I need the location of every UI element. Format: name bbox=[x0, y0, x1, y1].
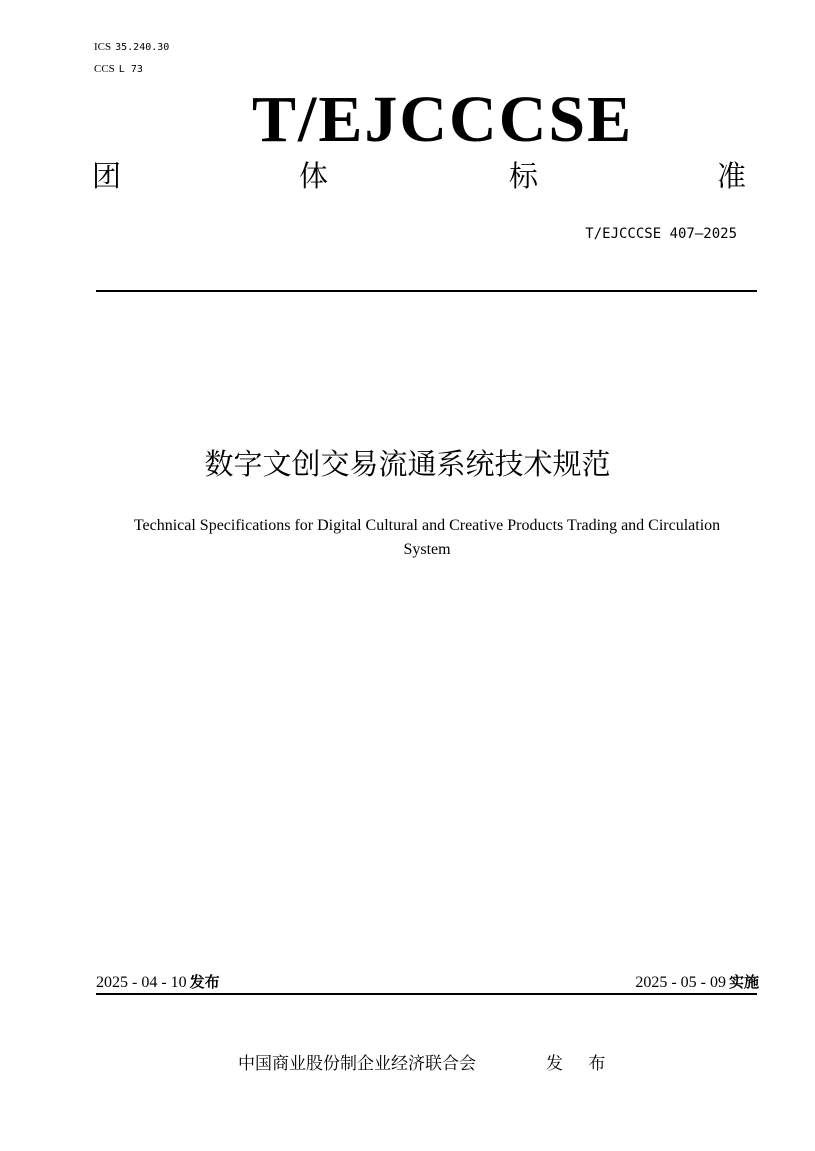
issue-date: 2025 - 04 - 10 bbox=[96, 974, 187, 991]
ccs-classification bbox=[94, 62, 143, 77]
publisher-name: 中国商业股份制企业经济联合会 bbox=[238, 1054, 476, 1074]
standard-type-char-3: 标 bbox=[509, 159, 539, 193]
ccs-label: CCS bbox=[94, 63, 115, 75]
implementation-date-line bbox=[635, 971, 759, 994]
standard-type-char-2: 体 bbox=[299, 159, 329, 193]
issue-date-line bbox=[96, 971, 220, 994]
ics-value: 35.240.30 bbox=[115, 42, 170, 53]
document-title-chinese: 数字文创交易流通系统技术规范 bbox=[204, 447, 611, 481]
document-title-english: Technical Specifications for Digital Cultural and Creative Products Trading and Circulation System bbox=[133, 517, 721, 558]
implementation-label: 实施 bbox=[728, 973, 759, 991]
organization-logo-text: T/EJCCCSE bbox=[252, 83, 634, 156]
ics-classification bbox=[94, 40, 169, 55]
footer-divider bbox=[96, 993, 757, 995]
standard-type-char-1: 团 bbox=[92, 159, 122, 193]
ccs-value: L 73 bbox=[118, 64, 143, 75]
issue-label: 发布 bbox=[189, 973, 220, 991]
implementation-date: 2025 - 05 - 09 bbox=[635, 974, 726, 991]
standard-number: T/EJCCCSE 407—2025 bbox=[585, 226, 737, 242]
ics-label: ICS bbox=[94, 41, 112, 53]
header-divider bbox=[96, 290, 757, 292]
standard-type-char-4: 准 bbox=[717, 159, 747, 193]
publish-action: 发 布 bbox=[546, 1054, 616, 1074]
